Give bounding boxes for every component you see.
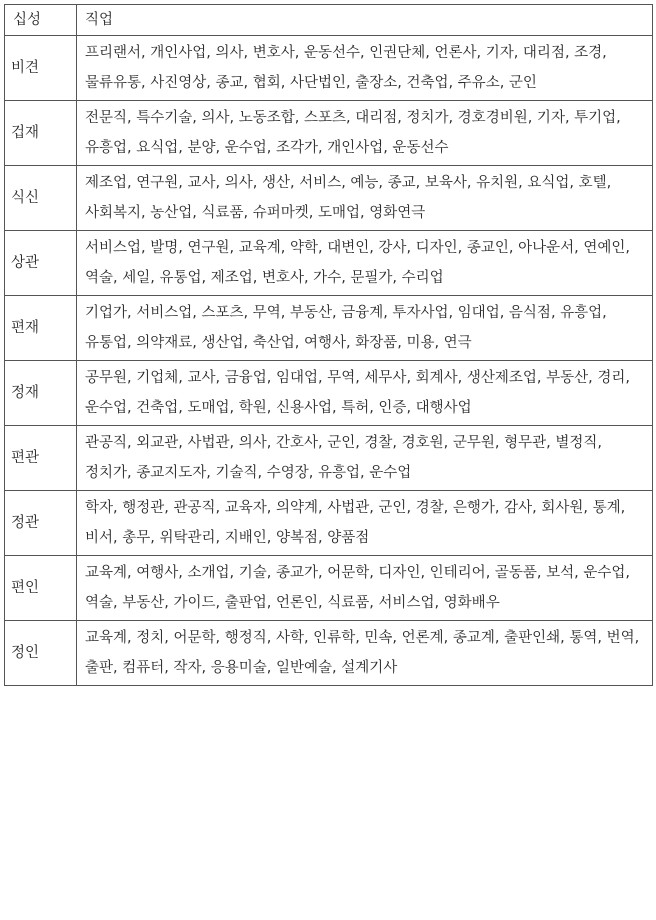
jobs-cell: 관공직, 외교관, 사법관, 의사, 간호사, 군인, 경찰, 경호원, 군무원, 형무관, 별정직, 정치가, 종교지도자, 기술직, 수영장, 유흥업, 운수업 xyxy=(77,426,653,491)
sipseong-cell: 정재 xyxy=(5,361,77,426)
jobs-cell: 교육계, 정치, 어문학, 행정직, 사학, 인류학, 민속, 언론계, 종교계, 출판인쇄, 통역, 번역, 출판, 컴퓨터, 작자, 응용미술, 일반예술, 설계기사 xyxy=(77,621,653,686)
table-header-row xyxy=(5,5,653,36)
sipseong-jobs-table xyxy=(4,4,653,686)
header-sipseong: 십성 xyxy=(5,5,77,36)
table-row xyxy=(5,36,653,101)
table-row xyxy=(5,556,653,621)
table-row xyxy=(5,361,653,426)
table-row xyxy=(5,426,653,491)
jobs-cell: 학자, 행정관, 관공직, 교육자, 의약계, 사법관, 군인, 경찰, 은행가, 감사, 회사원, 통계, 비서, 총무, 위탁관리, 지배인, 양복점, 양품점 xyxy=(77,491,653,556)
sipseong-cell: 식신 xyxy=(5,166,77,231)
jobs-cell: 제조업, 연구원, 교사, 의사, 생산, 서비스, 예능, 종교, 보육사, 유치원, 요식업, 호텔, 사회복지, 농산업, 식료품, 슈퍼마켓, 도매업, 영화연극 xyxy=(77,166,653,231)
table-row xyxy=(5,621,653,686)
sipseong-cell: 편인 xyxy=(5,556,77,621)
sipseong-cell: 비견 xyxy=(5,36,77,101)
sipseong-cell: 겁재 xyxy=(5,101,77,166)
jobs-cell: 프리랜서, 개인사업, 의사, 변호사, 운동선수, 인권단체, 언론사, 기자, 대리점, 조경, 물류유통, 사진영상, 종교, 협회, 사단법인, 출장소, 건축업, 주유소, 군인 xyxy=(77,36,653,101)
sipseong-cell: 편관 xyxy=(5,426,77,491)
jobs-cell: 서비스업, 발명, 연구원, 교육계, 약학, 대변인, 강사, 디자인, 종교인, 아나운서, 연예인, 역술, 세일, 유통업, 제조업, 변호사, 가수, 문필가, 수리업 xyxy=(77,231,653,296)
sipseong-cell: 편재 xyxy=(5,296,77,361)
header-jobs: 직업 xyxy=(77,5,653,36)
sipseong-cell: 정관 xyxy=(5,491,77,556)
jobs-cell: 공무원, 기업체, 교사, 금융업, 임대업, 무역, 세무사, 회계사, 생산제조업, 부동산, 경리, 운수업, 건축업, 도매업, 학원, 신용사업, 특허, 인증, 대행사업 xyxy=(77,361,653,426)
table-row xyxy=(5,296,653,361)
sipseong-cell: 정인 xyxy=(5,621,77,686)
jobs-cell: 전문직, 특수기술, 의사, 노동조합, 스포츠, 대리점, 정치가, 경호경비원, 기자, 투기업, 유흥업, 요식업, 분양, 운수업, 조각가, 개인사업, 운동선수 xyxy=(77,101,653,166)
table-row xyxy=(5,231,653,296)
table-row xyxy=(5,101,653,166)
table-row xyxy=(5,166,653,231)
sipseong-cell: 상관 xyxy=(5,231,77,296)
jobs-cell: 교육계, 여행사, 소개업, 기술, 종교가, 어문학, 디자인, 인테리어, 골동품, 보석, 운수업, 역술, 부동산, 가이드, 출판업, 언론인, 식료품, 서비스업, 영화배우 xyxy=(77,556,653,621)
jobs-cell: 기업가, 서비스업, 스포츠, 무역, 부동산, 금융계, 투자사업, 임대업, 음식점, 유흥업, 유통업, 의약재료, 생산업, 축산업, 여행사, 화장품, 미용, 연극 xyxy=(77,296,653,361)
table-row xyxy=(5,491,653,556)
